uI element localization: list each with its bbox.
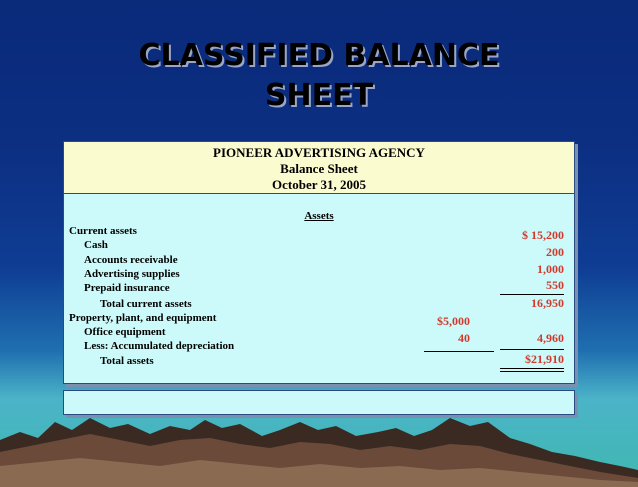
amount-advertising-supplies: 1,000 xyxy=(537,262,564,276)
row-accounts-receivable: Accounts receivable xyxy=(84,254,178,266)
total-double-underline-1 xyxy=(500,368,564,369)
amount-less-depreciation: 40 xyxy=(458,331,470,345)
amount-office-equipment: $5,000 xyxy=(437,314,470,328)
row-less-depreciation: Less: Accumulated depreciation xyxy=(84,340,235,352)
amount-net-equipment: 4,960 xyxy=(537,331,564,345)
row-office-equipment: Office equipment xyxy=(84,326,166,338)
company-name: PIONEER ADVERTISING AGENCY xyxy=(213,145,425,160)
amount-total-current-assets: 16,950 xyxy=(531,296,564,310)
row-total-current-assets: Total current assets xyxy=(100,298,192,310)
balance-sheet-card xyxy=(63,141,575,384)
slide-title-line1: CLASSIFIED BALANCE xyxy=(138,38,500,73)
row-ppe: Property, plant, and equipment xyxy=(69,312,217,324)
row-cash: Cash xyxy=(84,239,108,251)
amount-accounts-receivable: 200 xyxy=(546,245,564,259)
total-double-underline-2 xyxy=(500,371,564,372)
row-current-assets: Current assets xyxy=(69,225,137,237)
subtotal-underline xyxy=(500,294,564,295)
statement-name: Balance Sheet xyxy=(280,161,358,176)
amount-cash: $ 15,200 xyxy=(522,228,564,242)
row-prepaid-insurance: Prepaid insurance xyxy=(84,282,170,294)
row-advertising-supplies: Advertising supplies xyxy=(84,268,180,280)
amount-prepaid-insurance: 550 xyxy=(546,278,564,292)
mountains-image xyxy=(0,400,638,487)
slide-title xyxy=(0,36,638,116)
assets-section-label: Assets xyxy=(304,210,334,222)
statement-header xyxy=(64,142,574,194)
amount-total-assets: $21,910 xyxy=(525,352,564,366)
net-equipment-underline xyxy=(500,349,564,350)
row-total-assets: Total assets xyxy=(100,355,154,367)
slide-title-line2: SHEET xyxy=(264,78,374,113)
statement-date: October 31, 2005 xyxy=(272,177,366,192)
